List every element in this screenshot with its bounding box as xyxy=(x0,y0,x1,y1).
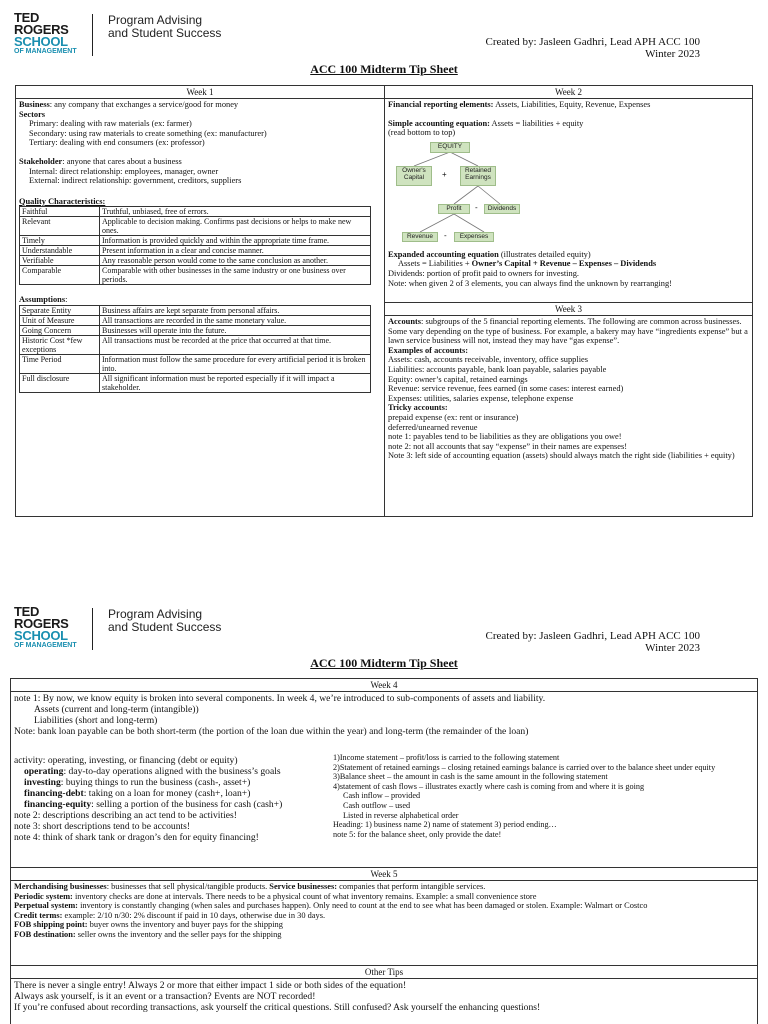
school-logo xyxy=(14,12,234,60)
tricky-item: prepaid expense (ex: rent or insurance) xyxy=(388,412,519,422)
logo-school: SCHOOL xyxy=(14,34,68,49)
dividends-node: Dividends xyxy=(484,204,520,214)
tip-grid-page2 xyxy=(10,678,758,1024)
week4-note-3: note 3: short descriptions tend to be accounts! xyxy=(14,821,191,832)
act-value: : buying things to run the business (cash-, asset+) xyxy=(60,777,251,788)
assumption-value: All transactions must be recorded at the price that occurred at that time. xyxy=(100,335,371,354)
week4-assets: Assets (current and long-term (intangible)) xyxy=(34,704,199,715)
profit-node: Profit xyxy=(438,204,470,214)
sector-secondary: Secondary: using raw materials to create something (ex: manufacturer) xyxy=(29,128,267,138)
pas-line-2: and Student Success xyxy=(108,26,222,40)
logo-divider xyxy=(92,14,93,56)
logo-ted: TED xyxy=(14,604,40,619)
quality-value: Information is provided quickly and within the appropriate time frame. xyxy=(100,236,371,246)
table-row xyxy=(20,305,371,315)
business-label: Business xyxy=(19,100,50,109)
accounts-label: Accounts xyxy=(388,317,422,326)
eae-bold: Owner’s Capital + Revenue – Expenses – Dividends xyxy=(471,259,657,269)
example-revenue: Revenue: service revenue, fees earned (in some cases: interest earned) xyxy=(388,384,624,394)
statement-1: 1)Income statement – profit/loss is carried to the following statement xyxy=(333,753,560,762)
assumption-key: Full disclosure xyxy=(20,373,100,392)
fob-shipping-line xyxy=(14,920,754,930)
week4-liabilities: Liabilities (short and long-term) xyxy=(34,715,158,726)
program-advising-label xyxy=(108,608,221,634)
assumption-key: Time Period xyxy=(20,354,100,373)
fob-destination-text: seller owns the inventory and the seller pays for the shipping xyxy=(75,929,282,939)
minus-operator-2: - xyxy=(444,230,447,240)
dividends-line: Dividends: portion of profit paid to owners for investing. xyxy=(388,268,579,278)
activity-operating xyxy=(14,766,332,777)
owners-capital-node: Owner's Capital xyxy=(396,166,432,186)
pas-line-2: and Student Success xyxy=(108,620,222,634)
week1-header: Week 1 xyxy=(16,86,384,99)
example-expenses: Expenses: utilities, salaries expense, telephone expense xyxy=(388,393,574,403)
rearrange-note: Note: when given 2 of 3 elements, you can always find the unknown by rearranging! xyxy=(388,278,672,288)
quality-table xyxy=(19,206,371,285)
logo-school: SCHOOL xyxy=(14,628,68,643)
assumption-value: Businesses will operate into the future. xyxy=(100,325,371,335)
quality-key: Faithful xyxy=(20,207,100,217)
act-key: financing-debt xyxy=(24,788,84,799)
term: Winter 2023 xyxy=(645,48,700,60)
credit-text: example: 2/10 n/30: 2% discount if paid in 10 days, otherwise due in 30 days. xyxy=(62,910,326,920)
quality-label: Quality Characteristics: xyxy=(19,196,106,206)
cash-order-note: Listed in reverse alphabetical order xyxy=(343,810,459,820)
act-key: operating xyxy=(24,766,64,777)
stakeholder-line xyxy=(19,157,381,167)
tricky-label: Tricky accounts: xyxy=(388,403,448,413)
page-title: ACC 100 Midterm Tip Sheet xyxy=(310,62,458,76)
week3-header: Week 3 xyxy=(385,303,752,316)
other-tip-3: If you’re confused about recording transactions, ask yourself the critical questions. Still confused? Ask yourself the enhancing questions! xyxy=(14,1002,541,1013)
merch-text: : businesses that sell physical/tangible products. xyxy=(106,882,270,891)
week4-cell xyxy=(11,679,757,867)
equity-node: EQUITY xyxy=(430,142,470,153)
assumption-key: Historic Cost *few exceptions xyxy=(20,335,100,354)
week5-cell xyxy=(11,867,757,965)
other-tip-1: There is never a single entry! Always 2 or more that either impact 1 side or both sides of the equation! xyxy=(14,980,407,991)
quality-key: Timely xyxy=(20,236,100,246)
service-label: Service businesses: xyxy=(269,882,337,891)
credit-line xyxy=(14,911,754,921)
perpetual-line xyxy=(14,901,754,911)
statement-3: 3)Balance sheet – the amount in cash is the same amount in the following statement xyxy=(333,772,608,782)
assumption-key: Separate Entity xyxy=(20,305,100,315)
quality-value: Any reasonable person would come to the same conclusion as another. xyxy=(100,256,371,266)
week4-right-col xyxy=(333,753,753,839)
statement-2: 2)Statement of retained earnings – closing retained earnings balance is carried over to the balance sheet under equity xyxy=(333,762,716,772)
program-advising-label xyxy=(108,14,221,40)
assumption-key: Unit of Measure xyxy=(20,315,100,325)
example-equity: Equity: owner’s capital, retained earnings xyxy=(388,374,528,384)
quality-key: Relevant xyxy=(20,217,100,236)
week4-note-2: note 2: descriptions describing an act tend to be activities! xyxy=(14,810,237,821)
other-tip-2: Always ask yourself, is it an event or a transaction? Events are NOT recorded! xyxy=(14,991,316,1002)
table-row xyxy=(20,325,371,335)
tricky-note-1: note 1: payables tend to be liabilities as they are obligations you owe! xyxy=(388,432,622,442)
sectors-label: Sectors xyxy=(19,109,46,119)
periodic-text: inventory checks are done at intervals. There needs to be a physical count of what inventory remains. Example: a small convenience store xyxy=(72,891,537,901)
statement-4: 4)statement of cash flows – illustrates exactly where cash is coming from and where it is going xyxy=(333,781,645,791)
tricky-note-2: note 2: not all accounts that say “expense” in their names are expenses! xyxy=(388,441,628,451)
perpetual-label: Perpetual system: xyxy=(14,901,78,911)
accounts-text: : subgroups of the 5 financial reporting elements. The following are common across businesses. Some vary depending on the type of business. For example, a bakery may have “ingredients expense” but a lawn service business will not, instead they may have “gas expense”. xyxy=(388,317,748,346)
perpetual-text: inventory is constantly changing (when sales and purchases happen). Only need to count at the end to see what has been damaged or stolen. Example: Walmart or Costco xyxy=(77,901,648,911)
week3-cell xyxy=(385,302,752,516)
week2-header: Week 2 xyxy=(385,86,752,99)
accounts-para xyxy=(388,317,749,346)
stakeholder-label: Stakeholder xyxy=(19,156,63,166)
eae-line xyxy=(388,250,749,260)
table-row xyxy=(20,335,371,354)
logo-ofm: OF MANAGEMENT xyxy=(14,642,77,649)
heading-line: Heading: 1) business name 2) name of statement 3) period ending… xyxy=(333,820,557,830)
revenue-node: Revenue xyxy=(402,232,438,242)
stakeholder-external: External: indirect relationship: government, creditors, suppliers xyxy=(29,176,242,186)
other-tips-cell xyxy=(11,965,757,1024)
table-row xyxy=(20,246,371,256)
table-row xyxy=(20,315,371,325)
term: Winter 2023 xyxy=(645,642,700,654)
sae-text: Assets = liabilities + equity xyxy=(489,118,584,128)
page-title-2: ACC 100 Midterm Tip Sheet xyxy=(310,656,458,670)
quality-value: Applicable to decision making. Confirms past decisions or helps to make new ones. xyxy=(100,217,371,236)
tricky-item: deferred/unearned revenue xyxy=(388,422,478,432)
assumption-value: All significant information must be reported especially if it will impact a stakeholder. xyxy=(100,373,371,392)
other-tips-header: Other Tips xyxy=(11,966,757,979)
minus-operator: - xyxy=(475,202,478,212)
act-value: : day-to-day operations aligned with the business’s goals xyxy=(63,766,281,777)
business-text: : any company that exchanges a service/good for money xyxy=(49,100,239,109)
fre-text: Assets, Liabilities, Equity, Revenue, Expenses xyxy=(493,100,651,109)
fob-destination-line xyxy=(14,930,754,940)
logo-rogers: ROGERS xyxy=(14,616,69,631)
business-line xyxy=(19,100,381,110)
eae-formula xyxy=(388,259,749,269)
equity-diagram xyxy=(394,140,534,248)
activity-financing-debt xyxy=(14,788,332,799)
logo-rogers: ROGERS xyxy=(14,22,69,37)
week4-note-4: note 4: think of shark tank or dragon’s den for equity financing! xyxy=(14,832,259,843)
table-row xyxy=(20,266,371,285)
assumption-value: All transactions are recorded in the same monetary value. xyxy=(100,315,371,325)
week5-header: Week 5 xyxy=(11,868,757,881)
author-block xyxy=(486,36,700,60)
expenses-node: Expenses xyxy=(454,232,494,242)
table-row xyxy=(20,217,371,236)
activity-financing-equity xyxy=(14,799,332,810)
act-key: financing-equity xyxy=(24,799,92,810)
week1-cell: Week 1 Business: any company that exchanges a service/good for money Sectors Primary: dealing with raw materials (ex: farmer) Secondary: using raw materials to create something (ex: manufacturer) Tertiary: dealing with end consumers (ex: professor) Stakeholder: anyone that cares about a business Internal: direct relationship: employees, manager, owner External: indirect relationship: government, creditors, suppliers Quality Characteristics: Faithful Truthful, unbiased, free of errors. Relevant Applicable to decision making. Confirms past decisions or helps to make new ones. Timely Information is provided quickly and within the appropriate time frame. Understandable Present information in a clear and concise manner. Verifiable Any reasonable person would come to the same conclusion as another. Comparable Comparable with other businesses in the same industry or one business over periods. Assumptions: Separate Entity Business affairs are kept separate from personal affairs. Unit of Measure All transactions are recorded in the same monetary value. Going Concern Businesses will operate into the future. Historic Cost *few exceptions All transactions must be recorded at the price that occurred at that time. Time Period Information must follow the same procedure for every artificial period it is broken into. Full disclosure All significant information must be reported especially if it will impact a stakeholder. xyxy=(16,86,384,516)
sae-note: (read bottom to top) xyxy=(388,128,456,138)
pas-line-1: Program Advising xyxy=(108,607,203,621)
table-row xyxy=(20,207,371,217)
fob-shipping-text: buyer owns the inventory and buyer pays for the shipping xyxy=(87,920,283,930)
table-row xyxy=(20,354,371,373)
quality-value: Truthful, unbiased, free of errors. xyxy=(100,207,371,217)
logo-divider xyxy=(92,608,93,650)
tip-grid-page1 xyxy=(15,85,753,517)
logo-ofm: OF MANAGEMENT xyxy=(14,48,77,55)
quality-key: Understandable xyxy=(20,246,100,256)
school-logo-2 xyxy=(14,606,234,654)
cash-outflow: Cash outflow – used xyxy=(343,800,411,810)
author-block-2 xyxy=(486,630,700,654)
examples-label: Examples of accounts: xyxy=(388,345,469,355)
sae-line xyxy=(388,119,749,129)
merch-line xyxy=(14,882,754,892)
sector-primary: Primary: dealing with raw materials (ex: farmer) xyxy=(29,119,192,129)
created-by: Created by: Jasleen Gadhri, Lead APH ACC 100 xyxy=(485,630,700,642)
assumption-value: Information must follow the same procedure for every artificial period it is broken into. xyxy=(100,354,371,373)
fre-line xyxy=(388,100,749,110)
assumption-key: Going Concern xyxy=(20,325,100,335)
service-text: companies that perform intangible services. xyxy=(337,882,486,891)
activity-investing xyxy=(14,777,332,788)
week4-left-col xyxy=(14,749,332,843)
fob-destination-label: FOB destination: xyxy=(14,929,76,939)
periodic-label: Periodic system: xyxy=(14,891,73,901)
week4-note-5: note 5: for the balance sheet, only provide the date! xyxy=(333,829,502,839)
cash-inflow: Cash inflow – provided xyxy=(343,791,421,801)
table-row xyxy=(20,236,371,246)
example-liabilities: Liabilities: accounts payable, bank loan payable, salaries payable xyxy=(388,364,607,374)
week4-bank-note: Note: bank loan payable can be both short-term (the portion of the loan due within the year) and long-term (the remainder of the loan) xyxy=(14,726,529,737)
stakeholder-internal: Internal: direct relationship: employees, manager, owner xyxy=(29,166,219,176)
created-by: Created by: Jasleen Gadhri, Lead APH ACC 100 xyxy=(485,36,700,48)
quality-value: Present information in a clear and concise manner. xyxy=(100,246,371,256)
fob-shipping-label: FOB shipping point: xyxy=(14,920,88,930)
eae-pre: Assets = Liabilities + xyxy=(398,259,472,269)
week2-cell xyxy=(385,86,752,302)
quality-key: Comparable xyxy=(20,266,100,285)
assumptions-label: Assumptions xyxy=(19,295,66,305)
fre-label: Financial reporting elements: xyxy=(388,100,494,109)
periodic-line xyxy=(14,892,754,902)
assumptions-table xyxy=(19,305,371,393)
plus-operator: + xyxy=(442,169,447,179)
week4-header: Week 4 xyxy=(11,679,757,692)
assumption-value: Business affairs are kept separate from personal affairs. xyxy=(100,305,371,315)
example-assets: Assets: cash, accounts receivable, inventory, office supplies xyxy=(388,355,589,365)
eae-label: Expanded accounting equation xyxy=(388,249,499,259)
quality-key: Verifiable xyxy=(20,256,100,266)
act-value: : taking on a loan for money (cash+, loan+) xyxy=(83,788,251,799)
credit-label: Credit terms: xyxy=(14,910,63,920)
merch-label: Merchandising businesses xyxy=(14,882,107,891)
tricky-note-3: Note 3: left side of accounting equation (assets) should always match the right side (liabilities + equity) xyxy=(388,451,735,461)
page-2 xyxy=(0,600,768,1024)
pas-line-1: Program Advising xyxy=(108,13,203,27)
logo-ted: TED xyxy=(14,10,40,25)
quality-value: Comparable with other businesses in the same industry or one business over periods. xyxy=(100,266,371,285)
act-value: : selling a portion of the business for cash (cash+) xyxy=(91,799,283,810)
eae-note: (illustrates detailed equity) xyxy=(498,249,591,259)
sector-tertiary: Tertiary: dealing with end consumers (ex: professor) xyxy=(29,138,205,148)
act-key: investing xyxy=(24,777,61,788)
stakeholder-text: : anyone that cares about a business xyxy=(62,156,182,166)
retained-earnings-node: Retained Earnings xyxy=(460,166,496,186)
sae-label: Simple accounting equation: xyxy=(388,118,490,128)
table-row xyxy=(20,373,371,392)
activity-line: activity: operating, investing, or financing (debt or equity) xyxy=(14,755,238,766)
table-row xyxy=(20,256,371,266)
week4-intro: note 1: By now, we know equity is broken into several components. In week 4, we’re introduced to sub-components of assets and liability. xyxy=(14,693,546,704)
